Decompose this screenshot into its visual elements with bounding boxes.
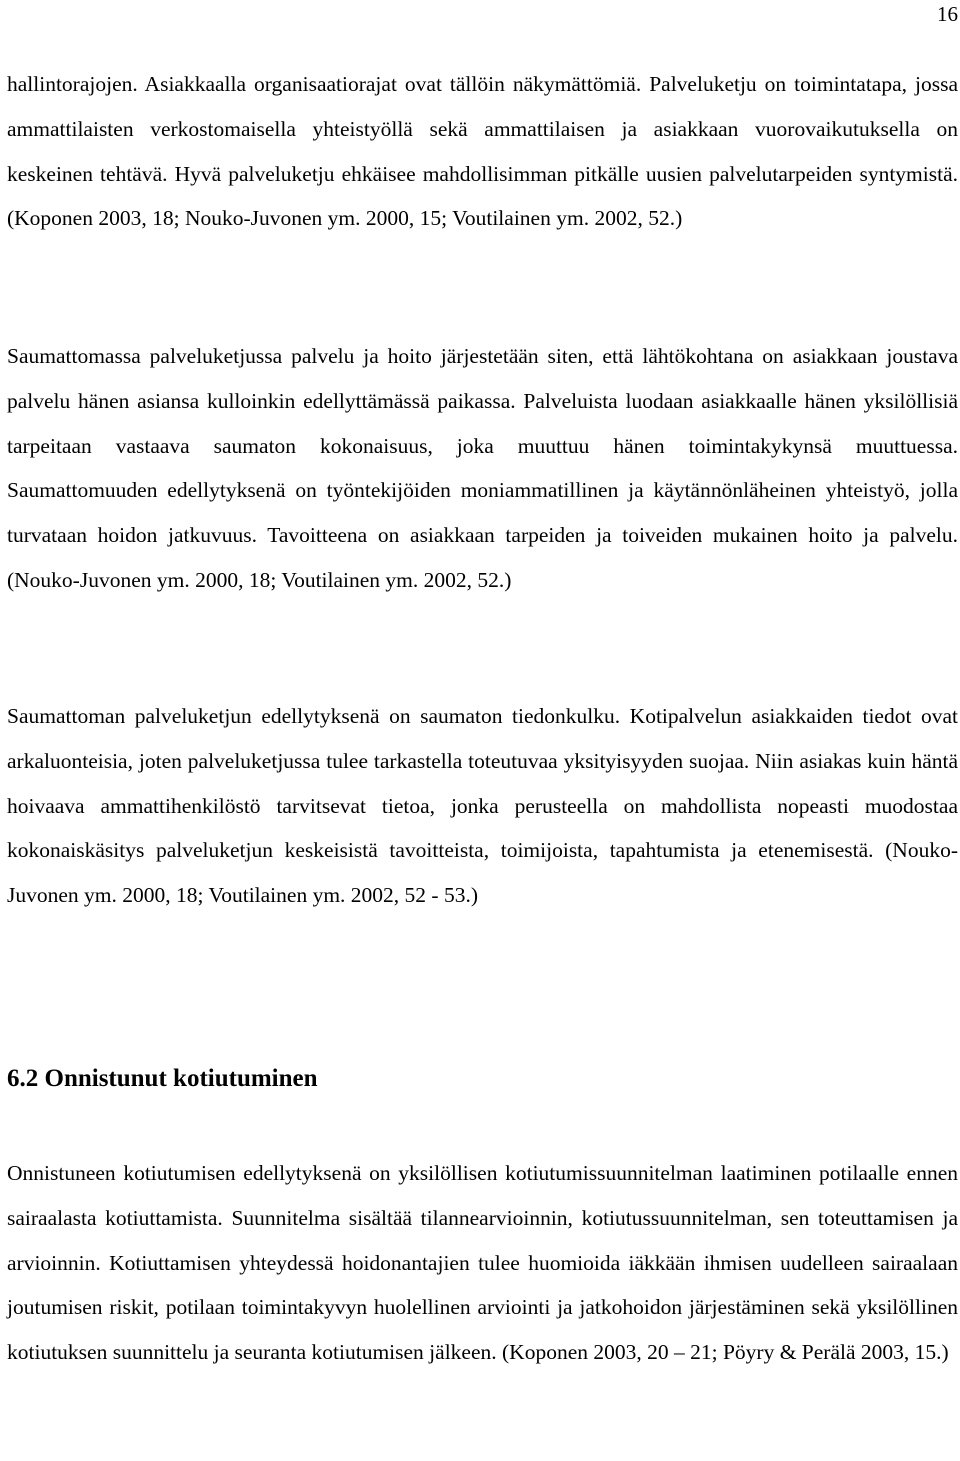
body-paragraph: Onnistuneen kotiutumisen edellytyksenä on yksilöllisen kotiutumissuunnitelman laatiminen potilaalle ennen sairaalasta kotiuttamista. Suunnitelma sisältää tilannearvioinnin, kotiutussuunnitelman, sen toteuttamisen ja arvioinnin. Kotiuttamisen yhteydessä hoidonantajien tulee huomioida iäkkään ihmisen uudelleen sairaalaan joutumisen riskit, potilaan toimintakyvyn huolellinen arviointi ja jatkohoidon järjestäminen sekä yksilöllinen kotiutuksen suunnittelu ja seuranta kotiutumisen jälkeen. (Koponen 2003, 20 – 21; Pöyry & Perälä 2003, 15.): [7, 1161, 958, 1365]
section-heading: 6.2 Onnistunut kotiutuminen: [7, 1065, 318, 1092]
body-paragraph: Saumattomassa palveluketjussa palvelu ja hoito järjestetään siten, että lähtökohtana on asiakkaan joustava palvelu hänen asiansa kulloinkin edellyttämässä paikassa. Palveluista luodaan asiakkaalle hänen yksilöllisiä tarpeitaan vastaava saumaton kokonaisuus, joka muuttuu hänen toimintakykynsä muuttuessa. Saumattomuuden edellytyksenä on työntekijöiden moniammatillinen ja käytännönläheinen yhteistyö, jolla turvataan hoidon jatkuvuus. Tavoitteena on asiakkaan tarpeiden ja toiveiden mukainen hoito ja palvelu. (Nouko-Juvonen ym. 2000, 18; Voutilainen ym. 2002, 52.): [7, 344, 958, 592]
page-number: 16: [937, 2, 958, 26]
body-paragraph: Saumattoman palveluketjun edellytyksenä on saumaton tiedonkulku. Kotipalvelun asiakkaiden tiedot ovat arkaluonteisia, joten palveluketjussa tulee tarkastella toteutuvaa yksityisyyden suojaa. Niin asiakas kuin häntä hoivaava ammattihenkilöstö tarvitsevat tietoa, jonka perusteella on mahdollista nopeasti muodostaa kokonaiskäsitys palveluketjun keskeisistä tavoitteista, toimijoista, tapahtumista ja etenemisestä. (Nouko-Juvonen ym. 2000, 18; Voutilainen ym. 2002, 52 - 53.): [7, 704, 958, 908]
body-paragraph: hallintorajojen. Asiakkaalla organisaatiorajat ovat tällöin näkymättömiä. Palveluketju on toimintatapa, jossa ammattilaisten verkostomaisella yhteistyöllä sekä ammattilaisen ja asiakkaan vuorovaikutuksella on keskeinen tehtävä. Hyvä palveluketju ehkäisee mahdollisimman pitkälle uusien palvelutarpeiden syntymistä. (Koponen 2003, 18; Nouko-Juvonen ym. 2000, 15; Voutilainen ym. 2002, 52.): [7, 72, 958, 231]
